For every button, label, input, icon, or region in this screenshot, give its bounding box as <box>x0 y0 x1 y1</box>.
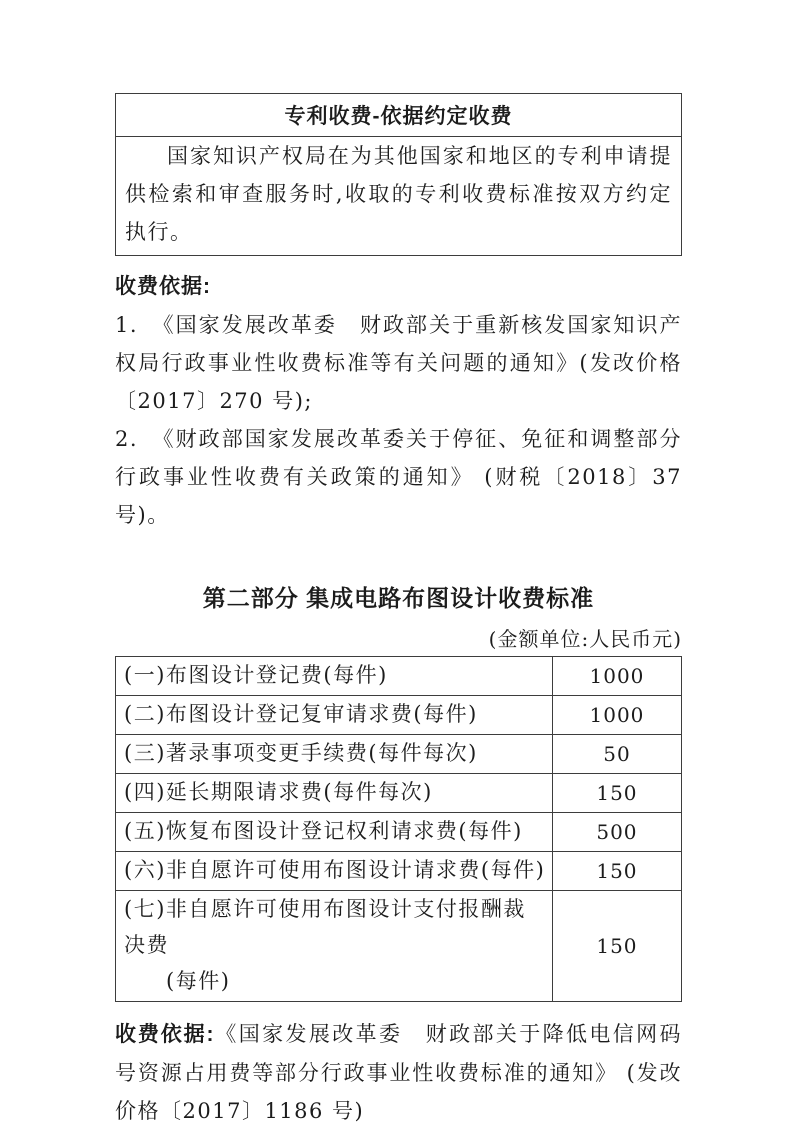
item-text: 《财政部国家发展改革委关于停征、免征和调整部分行政事业性收费有关政策的通知》 (财税〔2018〕37 号)。 <box>115 427 682 527</box>
fee-basis-text: 《国家发展改革委 财政部关于降低电信网码号资源占用费等部分行政事业性收费标准的通知》 (发改价格〔2017〕1186 号) <box>115 1022 682 1123</box>
fee-value-cell: 1000 <box>552 696 681 735</box>
fee-basis-item-2 <box>115 420 682 534</box>
patent-fee-agreement-table <box>115 93 682 256</box>
patent-fee-table-body-cell <box>116 137 682 256</box>
fee-basis-label: 收费依据: <box>115 275 211 298</box>
patent-fee-table-title: 专利收费-依据约定收费 <box>116 94 682 137</box>
fee-table-row <box>116 657 682 696</box>
item-text: 《国家发展改革委 财政部关于重新核发国家知识产权局行政事业性收费标准等有关问题的通知》(发改价格〔2017〕270 号); <box>115 313 682 413</box>
fee-item-cell: (一)布图设计登记费(每件) <box>116 657 553 696</box>
fee-item-line2: (每件) <box>166 969 231 993</box>
fee-item-cell: (二)布图设计登记复审请求费(每件) <box>116 696 553 735</box>
ic-layout-fee-table <box>115 656 682 1002</box>
fee-item-cell: (五)恢复布图设计登记权利请求费(每件) <box>116 813 553 852</box>
fee-item-cell: (六)非自愿许可使用布图设计请求费(每件) <box>116 852 553 891</box>
fee-value-cell: 1000 <box>552 657 681 696</box>
fee-item-cell: (三)著录事项变更手续费(每件每次) <box>116 735 553 774</box>
fee-basis-label: 收费依据: <box>115 1023 215 1046</box>
fee-table-row <box>116 813 682 852</box>
patent-fee-table-body-text: 国家知识产权局在为其他国家和地区的专利申请提供检索和审查服务时,收取的专利收费标准按双方约定执行。 <box>125 144 672 244</box>
fee-value-cell: 500 <box>552 813 681 852</box>
fee-item-cell: (四)延长期限请求费(每件每次) <box>116 774 553 813</box>
table-header-row <box>116 94 682 137</box>
fee-table-row <box>116 735 682 774</box>
fee-table-row <box>116 774 682 813</box>
fee-value-cell: 150 <box>552 774 681 813</box>
fee-table-row <box>116 852 682 891</box>
item-number: 2. <box>115 427 139 451</box>
fee-item-cell <box>116 891 553 1002</box>
fee-value-cell: 150 <box>552 891 681 1002</box>
amount-unit-note: (金额单位:人民币元) <box>488 627 682 651</box>
fee-value-cell: 150 <box>552 852 681 891</box>
fee-item-line1: (七)非自愿许可使用布图设计支付报酬裁决费 <box>124 897 526 957</box>
part2-fee-basis <box>115 1015 682 1130</box>
table-body-row <box>116 137 682 256</box>
part2-heading: 第二部分 集成电路布图设计收费标准 <box>202 585 595 611</box>
fee-basis-item-1 <box>115 306 682 420</box>
item-number: 1. <box>115 313 139 337</box>
document-page <box>115 93 682 1130</box>
fee-value-cell: 50 <box>552 735 681 774</box>
fee-table-row <box>116 696 682 735</box>
fee-table-row <box>116 891 682 1002</box>
